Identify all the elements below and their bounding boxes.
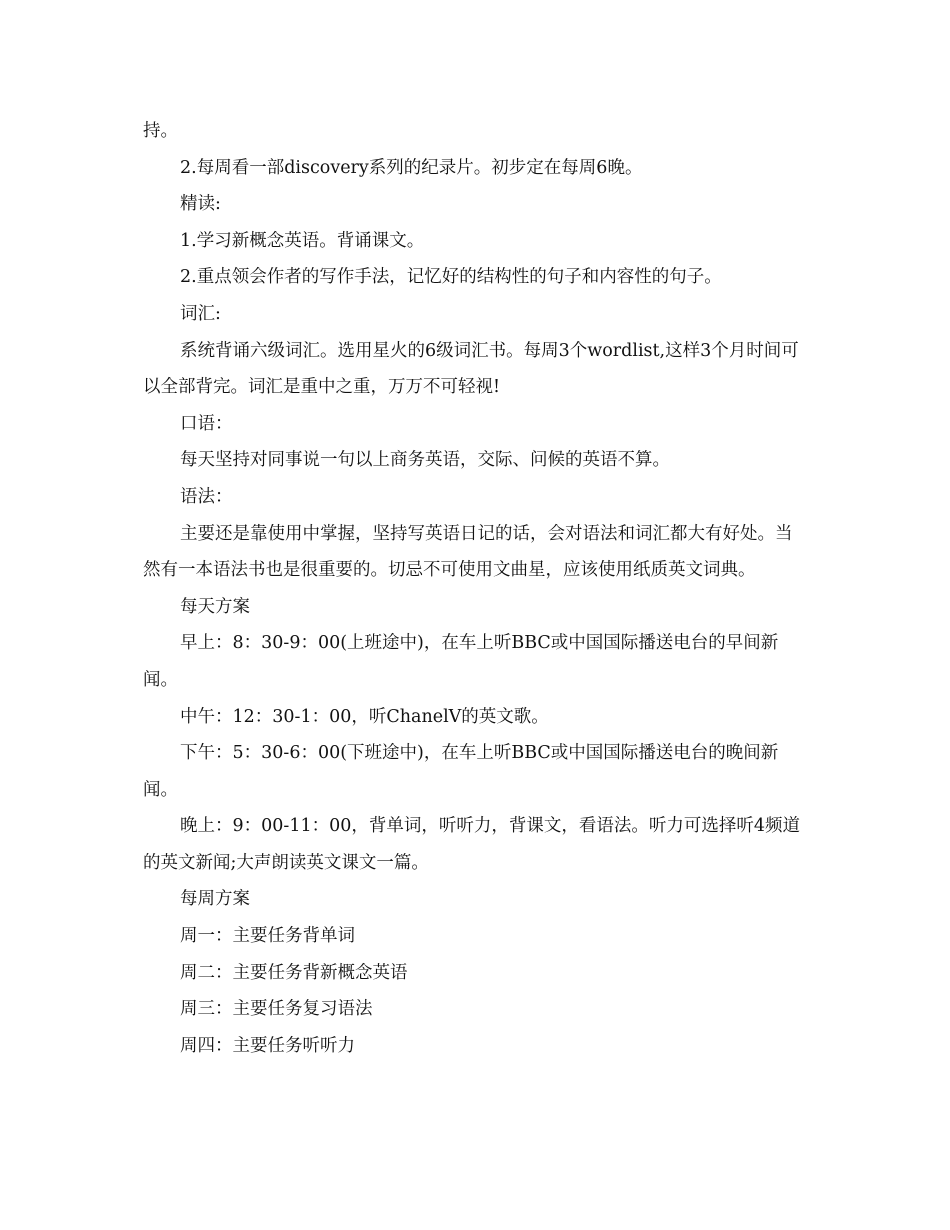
section-heading: 口语： [180,413,233,434]
paragraph: 系统背诵六级词汇。选用星火的6级词汇书。每周3个wordlist,这样3个月时间可以全部背完。词汇是重中之重，万万不可轻视! [143,340,799,398]
paragraph: 2.每周看一部discovery系列的纪录片。初步定在每周6晚。 [180,157,643,178]
section-heading: 词汇: [180,303,221,324]
paragraph: 周一：主要任务背单词 [180,926,355,947]
section-heading: 每天方案 [180,596,250,617]
paragraph: 每天坚持对同事说一句以上商务英语，交际、问候的英语不算。 [180,450,670,471]
paragraph: 早上：8：30-9：00(上班途中)，在车上听BBC或中国国际播送电台的早间新闻。 [143,633,779,690]
paragraph: 持。 [143,121,178,141]
document-body [143,113,808,1064]
paragraph: 中午：12：30-1：00，听ChanelV的英文歌。 [180,706,549,727]
paragraph: 下午：5：30-6：00(下班途中)，在车上听BBC或中国国际播送电台的晚间新闻。 [143,743,779,800]
section-heading: 语法： [180,486,233,507]
paragraph: 晚上：9：00-11：00，背单词，听听力，背课文，看语法。听力可选择听4频道的英文新闻;大声朗读英文课文一篇。 [143,816,800,873]
section-heading: 每周方案 [180,889,250,910]
paragraph: 2.重点领会作者的写作手法，记忆好的结构性的句子和内容性的句子。 [180,267,722,288]
section-heading: 精读: [180,194,221,215]
paragraph: 周三：主要任务复习语法 [180,999,373,1020]
paragraph: 周二：主要任务背新概念英语 [180,962,408,983]
paragraph: 周四：主要任务听听力 [180,1035,355,1056]
paragraph: 主要还是靠使用中掌握，坚持写英语日记的话，会对语法和词汇都大有好处。当然有一本语法书也是很重要的。切忌不可使用文曲星，应该使用纸质英文词典。 [143,523,793,581]
paragraph: 1.学习新概念英语。背诵课文。 [180,230,425,251]
